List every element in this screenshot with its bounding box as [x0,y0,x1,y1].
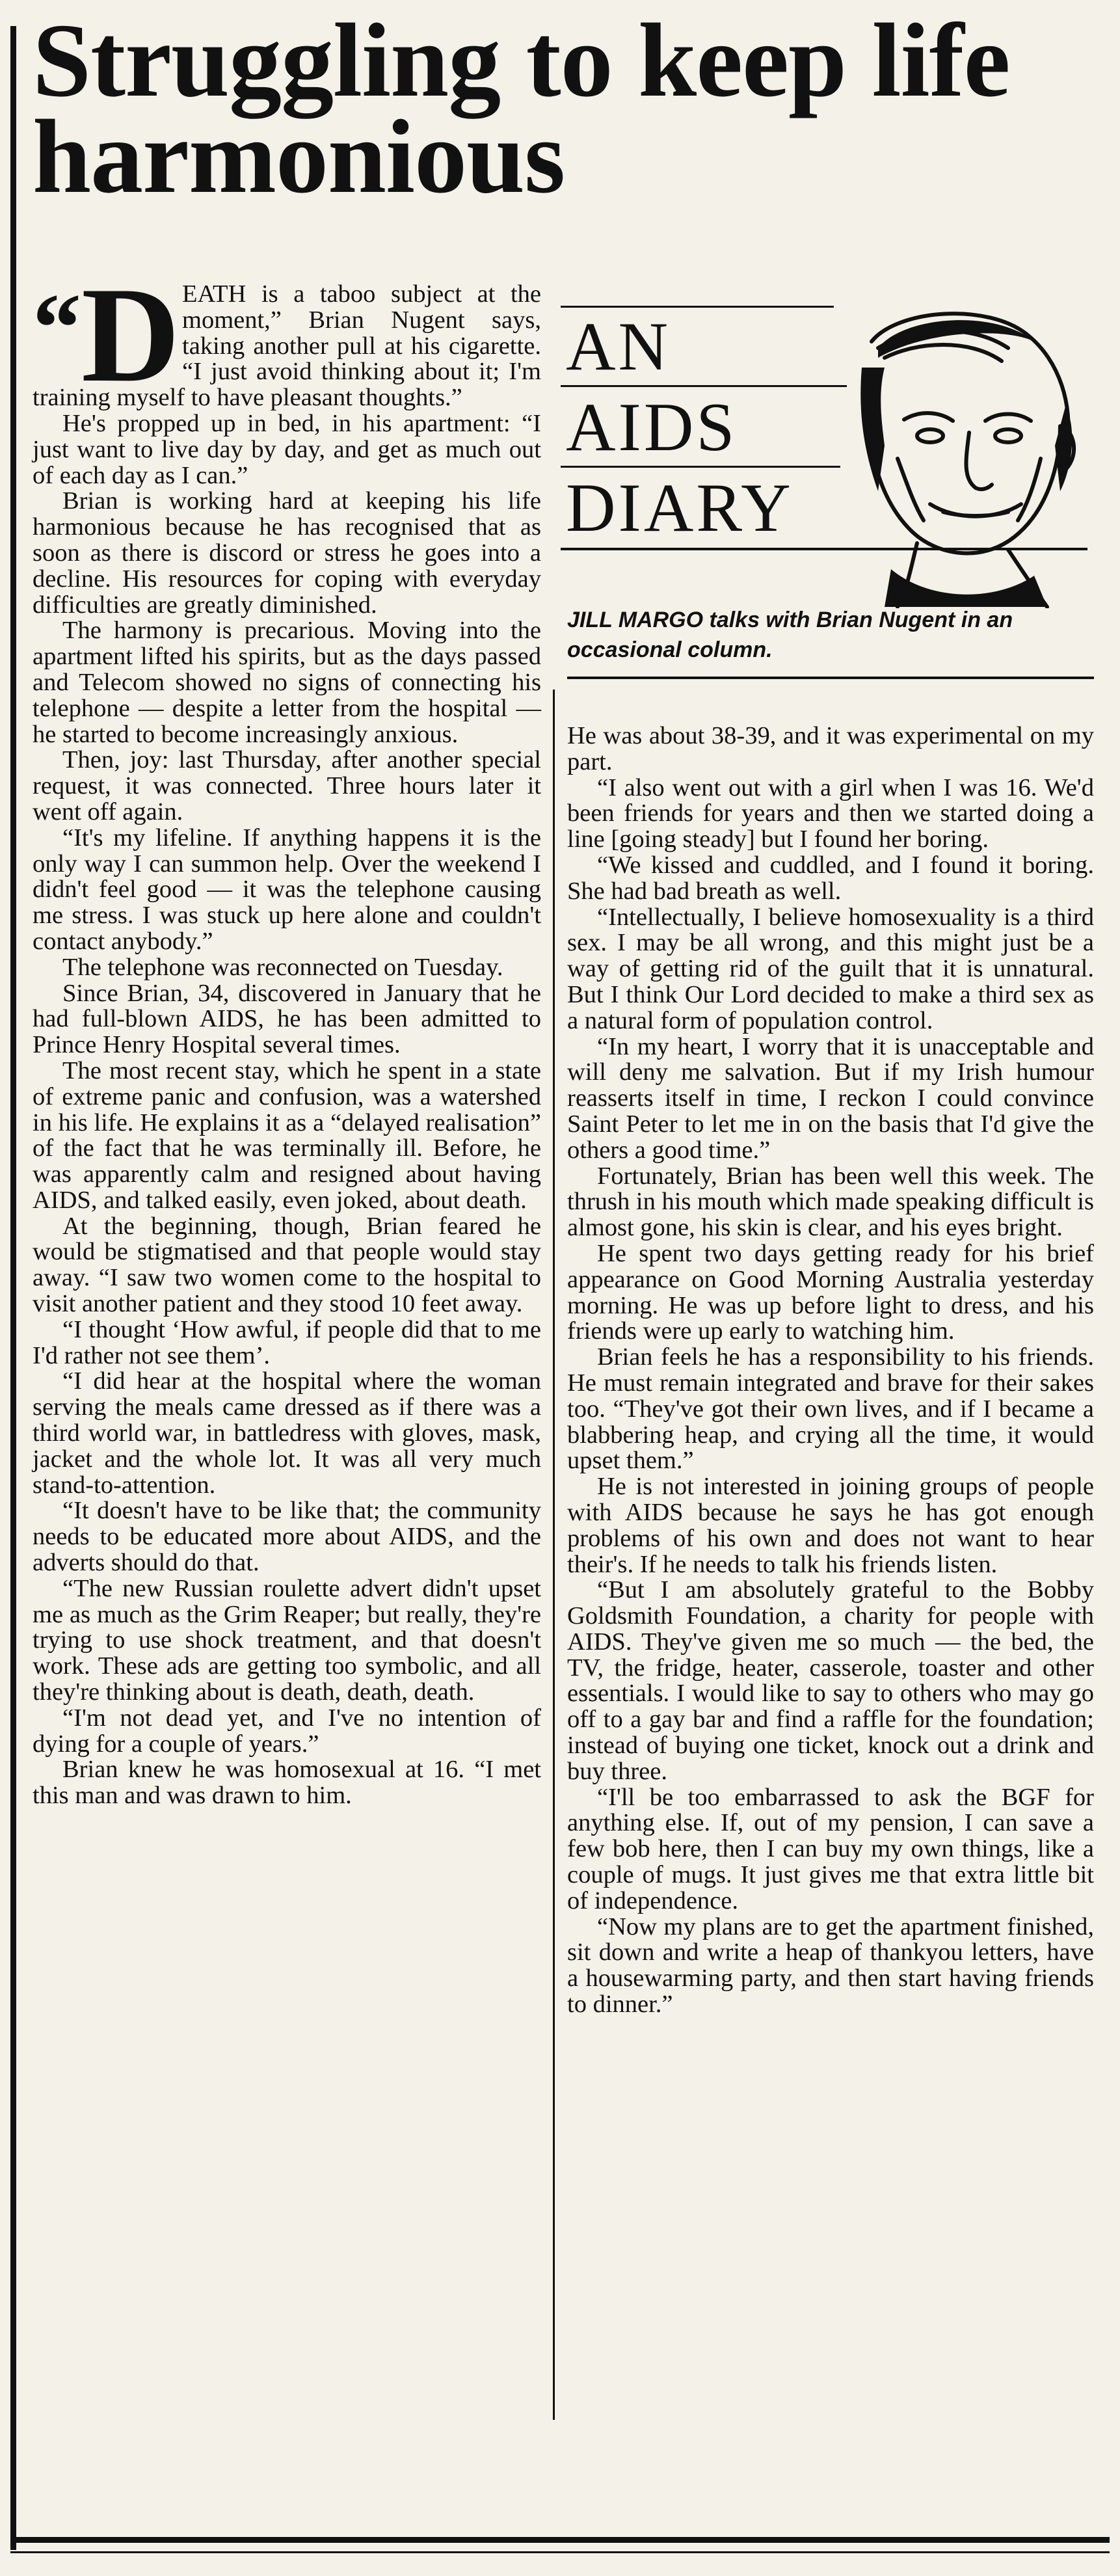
paragraph: “I thought ‘How awful, if people did that to me I'd rather not see them’. [33,1315,541,1369]
column-divider [553,690,555,2420]
byline-rule [567,677,1094,679]
paragraph: “I'll be too embarrassed to ask the BGF for anything else. If, out of my pension, I can save a few bob here, then I can buy my own things, like a couple of mugs. It just gives me that extra little bit of independence. [567,1783,1094,1914]
bottom-rule [10,2537,1110,2543]
portrait-illustration [800,296,1086,608]
headline: Struggling to keep life harmonious [33,3,1010,215]
paragraph: The harmony is precarious. Moving into the apartment lifted his spirits, but as the days passed and Telecom showed no signs of connecting his telephone — despite a letter from the hospital — he started to become increasingly anxious. [33,617,541,748]
paragraph: The telephone was reconnected on Tuesday. [62,953,503,981]
dropcap-letter: D [81,260,180,410]
paragraph: He's propped up in bed, in his apartment: “I just want to live day by day, and get as much out of each day as I can.” [33,409,541,489]
diary-rule [561,306,834,308]
paragraph: He is not interested in joining groups of people with AIDS because he says he has got enough problems of his own and does not want to hear their's. If he needs to talk his friends listen. [567,1473,1094,1578]
byline: JILL MARGO talks with Brian Nugent in an occasional column. [567,608,1013,662]
dropcap-quote: “ [33,274,81,382]
paragraph: Brian is working hard at keeping his life harmonious because he has recognised that as soon as there is discord or stress he goes into a decline. His resources for coping with everyday difficulties are greatly diminished. [33,487,541,619]
right-column [567,723,1094,2018]
paragraph: “It doesn't have to be like that; the community needs to be educated more about AIDS, and the adverts should do that. [33,1497,541,1577]
paragraph: Brian knew he was homosexual at 16. “I met this man and was drawn to him. [33,1756,541,1810]
paragraph: “I did hear at the hospital where the woman serving the meals came dressed as if there was a third world war, in battledress with gloves, mask, jacket and the whole lot. It was all very much stand-to-attention. [33,1367,541,1499]
diary-rule [561,466,840,468]
paragraph: Since Brian, 34, discovered in January that he had full-blown AIDS, he has been admitted to Prince Henry Hospital several times. [33,979,541,1059]
diary-line-diary: DIARY [566,470,793,546]
paragraph: “The new Russian roulette advert didn't upset me as much as the Grim Reaper; but really, they're trying to use shock treatment, and that doesn't work. These ads are getting too symbolic, and all they're thinking about is death, death, death. [33,1574,541,1706]
left-border-rule [10,26,16,2550]
paragraph: “I also went out with a girl when I was 16. We'd been friends for years and then we started doing a line [going steady] but I found her boring. [567,773,1094,853]
paragraph: “But I am absolutely grateful to the Bobby Goldsmith Foundation, a charity for people with AIDS. They've given me so much — the bed, the TV, the fridge, heater, casserole, toaster and other essentials. I would like to say to others who may go off to a gay bar and find a raffle for the foundation; instead of buying one ticket, knock out a drink and buy three. [567,1576,1094,1785]
bottom-rule-thin [10,2551,1110,2553]
paragraph: “Now my plans are to get the apartment finished, sit down and write a heap of thankyou letters, have a housewarming party, and then start having friends to dinner.” [567,1912,1094,2019]
paragraph: Brian feels he has a responsibility to his friends. He must remain integrated and brave for their sakes too. “They've got their own lives, and if I became a blabbering heap, and crying all the time, it would upset them.” [567,1343,1094,1475]
diary-line-aids: AIDS [566,389,738,465]
paragraph: Fortunately, Brian has been well this week. The thrush in his mouth which made speaking difficult is almost gone, his skin is clear, and his eyes bright. [567,1162,1094,1242]
paragraph: EATH is a taboo subject at the moment,” Brian Nugent says, taking another pull at his cigarette. “I just avoid thinking about it; I'm training myself to have pleasant thoughts.” [33,280,541,412]
paragraph: “Intellectually, I believe homosexuality is a third sex. I may be all wrong, and this might just be a way of getting rid of the guilt that it is unnatural. But I think Our Lord decided to make a third sex as a natural form of population control. [567,903,1094,1034]
diary-line-an: AN [566,308,671,384]
paragraph: “In my heart, I worry that it is unacceptable and will deny me salvation. But if my Irish humour reasserts itself in time, I reckon I could convince Saint Peter to let me in on the basis that I'd give the others a good time.” [567,1032,1094,1164]
paragraph: “We kissed and cuddled, and I found it boring. She had bad breath as well. [567,851,1094,905]
paragraph: The most recent stay, which he spent in a state of extreme panic and confusion, was a watershed in his life. He explains it as a “delayed realisation” of the fact that he was terminally ill. Before, he was apparently calm and resigned about having AIDS, and talked easily, even joked, about death. [33,1056,541,1214]
paragraph: At the beginning, though, Brian feared he would be stigmatised and that people would stay away. “I saw two women come to the hospital to visit another patient and they stood 10 feet away. [33,1212,541,1318]
dropcap [33,260,180,410]
paragraph: Then, joy: last Thursday, after another special request, it was connected. Three hours later it went off again. [33,746,541,825]
paragraph: “I'm not dead yet, and I've no intention of dying for a couple of years.” [33,1704,541,1758]
paragraph: He spent two days getting ready for his brief appearance on Good Morning Australia yesterday morning. He was up before light to dress, and his friends were up early to watching him. [567,1239,1094,1345]
paragraph: “It's my lifeline. If anything happens it is the only way I can summon help. Over the weekend I didn't feel good — it was the telephone causing me stress. I was stuck up here alone and couldn't contact anybody.” [33,824,541,955]
paragraph: He was about 38-39, and it was experimental on my part. [567,722,1094,775]
left-column [33,260,541,1810]
